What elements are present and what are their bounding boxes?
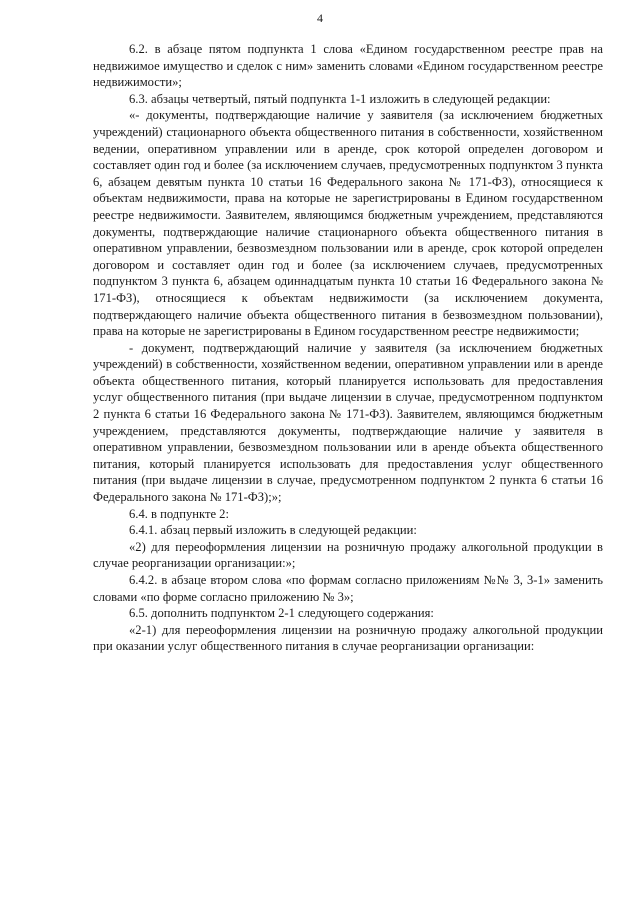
paragraph-6-4: 6.4. в подпункте 2:	[129, 506, 229, 521]
paragraph-6-5-text: «2-1) для переоформления лицензии на розничную продажу алкогольной продукции при оказании услуг общественного питания в случае реорганизации организации:	[93, 622, 603, 654]
paragraph-6-3-item-1: «- документы, подтверждающие наличие у заявителя (за исключением бюджетных учреждений) стационарного объекта общественного питания в собственности, хозяйственном ведении, оперативном управлении или в аренде, срок которой определен договором и составляет один год и более (за исключением случаев, предусмотренных подпунктом 3 пункта 6, абзацем девятым пункта 10 статьи 16 Федерального закона № 171-ФЗ), относящиеся к объектам недвижимости, права на которые не зарегистрированы в Едином государственном реестре недвижимости. Заявителем, являющимся бюджетным учреждением, представляются документы, подтверждающие наличие стационарного объекта общественного питания в оперативном управлении, безвозмездном пользовании или в аренде, срок которой определен договором и составляет один год и более (за исключением случаев, предусмотренных подпунктом 3 пункта 6, абзацем одиннадцатым пункта 10 статьи 16 Федерального закона № 171-ФЗ), относящиеся к объектам недвижимости (за исключением документа, подтверждающего наличие объекта общественного питания в безвозмездном пользовании), права на которые не зарегистрированы в Едином государственном реестре недвижимости;	[93, 108, 603, 339]
paragraph-6-4-1-text: «2) для переоформления лицензии на розничную продажу алкогольной продукции в случае реорганизации организации:»;	[93, 539, 603, 571]
document-body	[93, 41, 603, 655]
paragraph-6-4-2: 6.4.2. в абзаце втором слова «по формам согласно приложениям №№ 3, 3-1» заменить словами «по форме согласно приложению № 3»;	[93, 573, 603, 604]
paragraph-6-3: 6.3. абзацы четвертый, пятый подпункта 1-1 изложить в следующей редакции:	[129, 91, 551, 106]
paragraph-6-5: 6.5. дополнить подпунктом 2-1 следующего содержания:	[129, 606, 434, 621]
paragraph-6-4-1: 6.4.1. абзац первый изложить в следующей редакции:	[129, 523, 417, 538]
paragraph-6-2: 6.2. в абзаце пятом подпункта 1 слова «Едином государственном реестре прав на недвижимое имущество и сделок с ним» заменить словами «Едином государственном реестре недвижимости»;	[93, 42, 603, 90]
page-number: 4	[317, 11, 323, 25]
paragraph-6-3-item-2: - документ, подтверждающий наличие у заявителя (за исключением бюджетных учреждений) в собственности, хозяйственном ведении, оперативном управлении или в аренде объекта общественного питания, который планируется использовать для предоставления услуг общественного питания (при выдаче лицензии в случае, предусмотренном подпунктом 2 пункта 6 статьи 16 Федерального закона № 171-ФЗ). Заявителем, являющимся бюджетным учреждением, представляются документы, подтверждающие наличие у заявителя в оперативном управлении, безвозмездном пользовании или в аренде объекта общественного питания, который планируется использовать для предоставления услуг общественного питания (при выдаче лицензии в случае, предусмотренном подпунктом 2 пункта 6 статьи 16 Федерального закона № 171-ФЗ);»;	[93, 340, 603, 505]
